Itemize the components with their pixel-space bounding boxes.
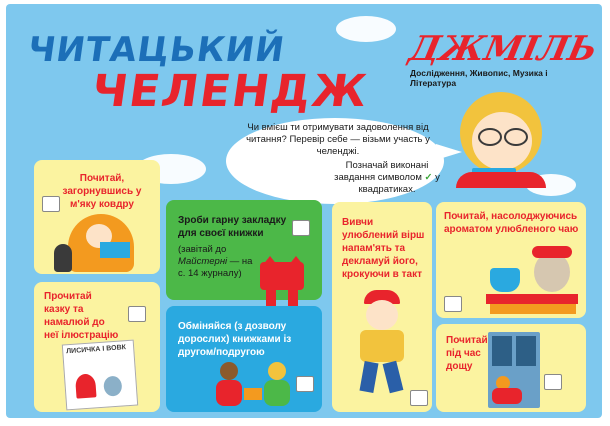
task-checkbox-tea[interactable] xyxy=(444,296,462,312)
task-checkbox-rain[interactable] xyxy=(544,374,562,390)
task-card-poem xyxy=(332,202,432,412)
boy-walking-illustration xyxy=(352,290,412,400)
task-note-bookmark-2: — на с. 14 журналу) xyxy=(178,256,253,279)
check-icon: ✓ xyxy=(424,172,433,183)
task-text-blanket: Почитай, загорнувшись у м'яку ковдру xyxy=(62,173,142,210)
speech-bubble-tail xyxy=(436,144,462,160)
title-line-2: ЧЕЛЕНДЖ xyxy=(88,66,372,117)
cloud xyxy=(336,16,396,42)
instruction-note-tail: у квадратиках. xyxy=(358,172,440,195)
task-card-blanket xyxy=(34,160,160,274)
task-checkbox-exchange[interactable] xyxy=(296,376,314,392)
task-checkbox-tale[interactable] xyxy=(128,306,146,322)
instruction-note-text: Позначай виконані завдання символом xyxy=(334,160,429,183)
title-line-1: ЧИТАЦЬКИЙ xyxy=(25,30,288,70)
cat-reader-illustration xyxy=(62,210,144,272)
task-note-bookmark-magazine: Майстерні xyxy=(178,256,228,267)
task-text-bookmark: Зроби гарну закладку для своєї книжки xyxy=(178,215,287,239)
magazine-logo xyxy=(405,29,601,88)
task-text-tale: Прочитай казку та намалюй до неї ілюстрацію xyxy=(44,291,119,341)
task-note-bookmark-1: (завітай до xyxy=(178,244,227,255)
task-card-tale xyxy=(34,282,160,412)
intro-text: Чи вмієш ти отримувати задоволення від читання? Перевір себе — візьми участь у челенджі. xyxy=(246,122,430,157)
girl-reading-illustration xyxy=(442,88,552,188)
task-text-tea: Почитай, насолоджуючись ароматом улюбленого чаю xyxy=(444,211,579,235)
task-checkbox-blanket[interactable] xyxy=(42,196,60,212)
girl-body xyxy=(456,172,546,188)
challenge-poster xyxy=(6,4,602,418)
girl-glasses xyxy=(478,128,528,142)
task-checkbox-bookmark[interactable] xyxy=(292,220,310,236)
task-card-rain xyxy=(436,324,586,412)
task-text-rain: Почитай під час дощу xyxy=(446,335,488,372)
task-text-exchange: Обміняйся (з дозволу дорослих) книжками із другом/подругою xyxy=(178,321,292,358)
book-illustration xyxy=(62,340,138,411)
task-checkbox-poem[interactable] xyxy=(410,390,428,406)
book-cover-title: ЛИСИЧКА І ВОВК xyxy=(66,344,127,356)
task-text-poem: Вивчи улюблений вірш напам'ять та декламуй його, крокуючи в такт xyxy=(342,217,425,280)
tea-owl-illustration xyxy=(486,246,580,316)
logo-tagline: Дослідження, Живопис, Музика і Література xyxy=(410,68,548,88)
rainy-window-illustration xyxy=(488,332,540,408)
task-card-exchange xyxy=(166,306,322,412)
logo-brand: ДЖМІЛЬ xyxy=(405,29,601,69)
task-note-bookmark xyxy=(178,244,258,280)
instruction-note xyxy=(332,160,442,196)
task-card-tea xyxy=(436,202,586,318)
kids-exchange-illustration xyxy=(214,358,294,408)
